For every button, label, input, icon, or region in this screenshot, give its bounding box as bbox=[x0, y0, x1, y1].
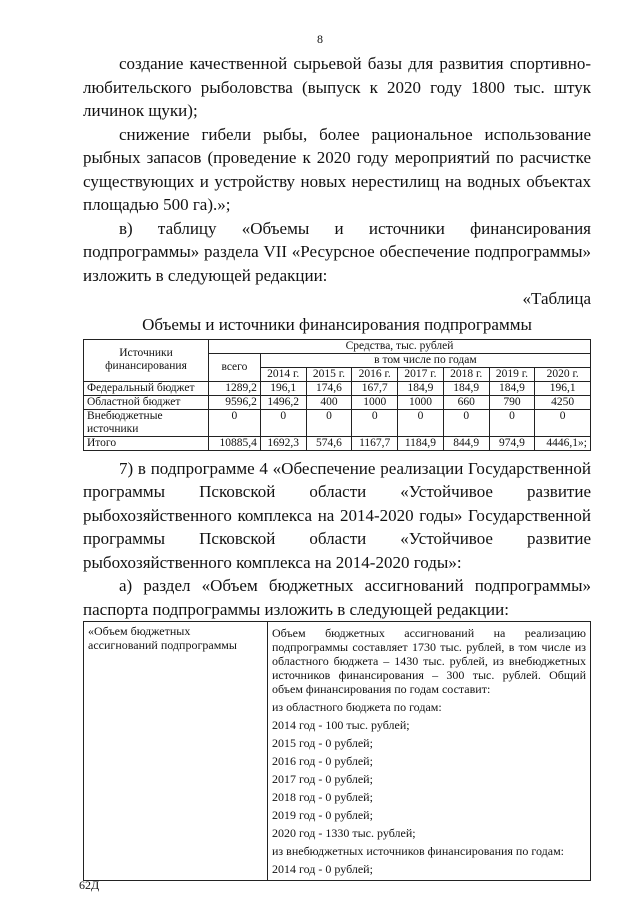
cell: 1167,7 bbox=[352, 436, 398, 450]
passport-year-line: 2014 год - 0 рублей; bbox=[272, 862, 373, 876]
cell: 0 bbox=[535, 409, 591, 436]
paragraph: в) таблицу «Объемы и источники финансирования подпрограммы» раздела VII «Ресурсное обеспечение подпрограммы» изложить в следующей редакции: bbox=[83, 218, 591, 285]
passport-right-cell bbox=[268, 622, 591, 881]
financing-table bbox=[83, 339, 591, 451]
year-header: 2020 г. bbox=[535, 367, 591, 381]
cell: 1184,9 bbox=[398, 436, 444, 450]
cell: 184,9 bbox=[443, 381, 489, 395]
passport-intro: Объем бюджетных ассигнований на реализацию подпрограммы составляет 1730 тыс. рублей, в том числе из областного бюджета – 1430 тыс. рублей, из внебюджетных источников финансирования – 300 тыс. рублей. Общий объем финансирования по годам составит: bbox=[272, 626, 586, 696]
passport-year-line: 2018 год - 0 рублей; bbox=[272, 790, 373, 804]
cell: 974,9 bbox=[489, 436, 535, 450]
cell: 0 bbox=[260, 409, 306, 436]
footer-code: 62Д bbox=[79, 878, 100, 892]
cell: 0 bbox=[306, 409, 352, 436]
table-row bbox=[84, 381, 591, 395]
year-header: 2016 г. bbox=[352, 367, 398, 381]
paragraph: снижение гибели рыбы, более рациональное использование рыбных запасов (проведение к 2020 году мероприятий по расчистке существующих и устройству новых нерестилищ на водных объектах площадью 500 га).»; bbox=[83, 124, 591, 214]
header-funds: Средства, тыс. рублей bbox=[209, 339, 591, 353]
passport-heading: из областного бюджета по годам: bbox=[272, 700, 442, 714]
cell: 1000 bbox=[398, 395, 444, 409]
cell: 184,9 bbox=[398, 381, 444, 395]
page-number: 8 bbox=[317, 32, 323, 46]
passport-year-line: 2019 год - 0 рублей; bbox=[272, 808, 373, 822]
year-header: 2014 г. bbox=[260, 367, 306, 381]
cell-total: 0 bbox=[209, 409, 261, 436]
cell: 400 bbox=[306, 395, 352, 409]
passport-left-cell: «Объем бюджетных ассигнований подпрограммы bbox=[84, 622, 268, 881]
cell: 0 bbox=[489, 409, 535, 436]
row-label: Федеральный бюджет bbox=[84, 381, 209, 395]
cell: 184,9 bbox=[489, 381, 535, 395]
cell: 660 bbox=[443, 395, 489, 409]
table-title: Объемы и источники финансирования подпрограммы bbox=[142, 314, 532, 334]
cell: 174,6 bbox=[306, 381, 352, 395]
year-header: 2015 г. bbox=[306, 367, 352, 381]
cell: 1000 bbox=[352, 395, 398, 409]
header-by-year: в том числе по годам bbox=[260, 353, 590, 367]
cell: 844,9 bbox=[443, 436, 489, 450]
table-row bbox=[84, 409, 591, 436]
row-label: Внебюджетные источники bbox=[84, 409, 209, 436]
passport-year-line: 2020 год - 1330 тыс. рублей; bbox=[272, 826, 416, 840]
cell: 0 bbox=[398, 409, 444, 436]
cell: 1692,3 bbox=[260, 436, 306, 450]
passport-year-line: 2014 год - 100 тыс. рублей; bbox=[272, 718, 410, 732]
cell-total: 10885,4 bbox=[209, 436, 261, 450]
cell: 0 bbox=[352, 409, 398, 436]
document-body bbox=[83, 52, 591, 881]
cell: 4446,1»; bbox=[535, 436, 591, 450]
paragraph: 7) в подпрограмме 4 «Обеспечение реализации Государственной программы Псковской области «Устойчивое развитие рыбохозяйственного комплекса на 2014-2020 годы» Государственной программы Псковской области «Устойчивое развитие рыбохозяйственного комплекса на 2014-2020 годы»: bbox=[83, 458, 591, 572]
cell-total: 1289,2 bbox=[209, 381, 261, 395]
paragraph: создание качественной сырьевой базы для развития спортивно-любительского рыболовства (выпуск к 2020 году 1800 тыс. штук личинок щуки); bbox=[83, 54, 591, 120]
cell: 196,1 bbox=[535, 381, 591, 395]
passport-table bbox=[83, 621, 591, 881]
passport-year-line: 2015 год - 0 рублей; bbox=[272, 736, 373, 750]
cell: 0 bbox=[443, 409, 489, 436]
cell: 1496,2 bbox=[260, 395, 306, 409]
cell: 196,1 bbox=[260, 381, 306, 395]
row-label: Итого bbox=[84, 436, 209, 450]
table-row bbox=[84, 395, 591, 409]
paragraph: а) раздел «Объем бюджетных ассигнований подпрограммы» паспорта подпрограммы изложить в следующей редакции: bbox=[83, 576, 591, 619]
header-sources: Источники финансирования bbox=[84, 339, 209, 381]
cell-total: 9596,2 bbox=[209, 395, 261, 409]
passport-year-line: 2016 год - 0 рублей; bbox=[272, 754, 373, 768]
year-header: 2017 г. bbox=[398, 367, 444, 381]
table-row bbox=[84, 436, 591, 450]
passport-heading: из внебюджетных источников финансирования по годам: bbox=[272, 844, 564, 858]
cell: 4250 bbox=[535, 395, 591, 409]
table-label: «Таблица bbox=[522, 289, 591, 308]
cell: 167,7 bbox=[352, 381, 398, 395]
passport-year-line: 2017 год - 0 рублей; bbox=[272, 772, 373, 786]
cell: 790 bbox=[489, 395, 535, 409]
year-header: 2019 г. bbox=[489, 367, 535, 381]
cell: 574,6 bbox=[306, 436, 352, 450]
year-header: 2018 г. bbox=[443, 367, 489, 381]
row-label: Областной бюджет bbox=[84, 395, 209, 409]
header-total: всего bbox=[209, 353, 261, 381]
